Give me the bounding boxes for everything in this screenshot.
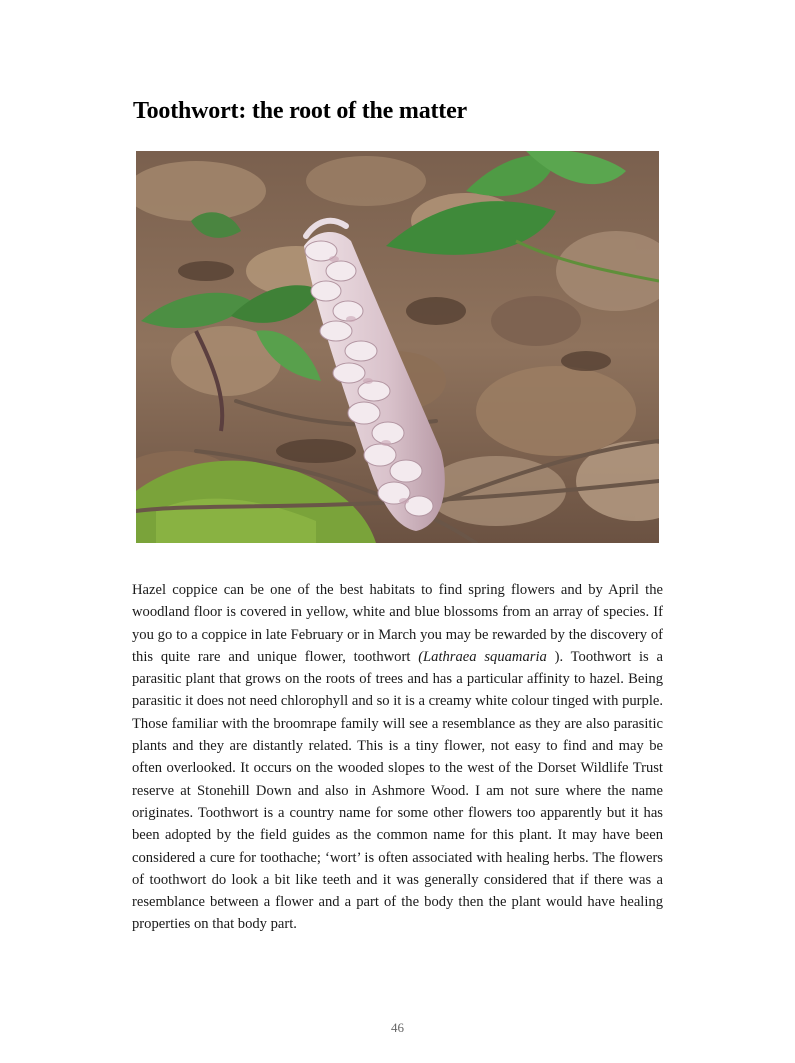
- page-number: 46: [391, 1020, 404, 1035]
- page-title: Toothwort: the root of the matter: [133, 98, 467, 124]
- toothwort-photo: [136, 151, 659, 543]
- body-text-part-2: ). Toothwort is a parasitic plant that grows on the roots of trees and has a particular affinity to hazel. Being parasitic it does not need chlorophyll and so it is a creamy white colour tinged with purple. Those familiar with the broomrape family will see a resemblance as they are also parasitic plants and they are distantly related. This is a tiny flower, not easy to find and may be often overlooked. It occurs on the wooded slopes to the west of the Dorset Wildlife Trust reserve at Stonehill Down and also in Ashmore Wood. I am not sure where the name originates. Toothwort is a country name for some other flowers too apparently but it has been adopted by the field guides as the common name for this plant. It may have been considered a cure for toothache; ‘wort’ is often associated with healing herbs. The flowers of toothwort do look a bit like teeth and it was generally considered that if there was a resemblance between a flower and a part of the body then the plant would have healing properties on that body part.: [132, 648, 664, 933]
- latin-name: (Lathraea squamaria: [418, 648, 547, 665]
- body-text-part-1: Hazel coppice can be one of the best habitats to find spring flowers and by April the woodland floor is covered in yellow, white and blue blossoms from an array of species. If you go to a coppice in late February or in March you may be rewarded by the discovery of this quite rare and unique flower, toothwort: [132, 582, 663, 665]
- article-body: [132, 579, 663, 936]
